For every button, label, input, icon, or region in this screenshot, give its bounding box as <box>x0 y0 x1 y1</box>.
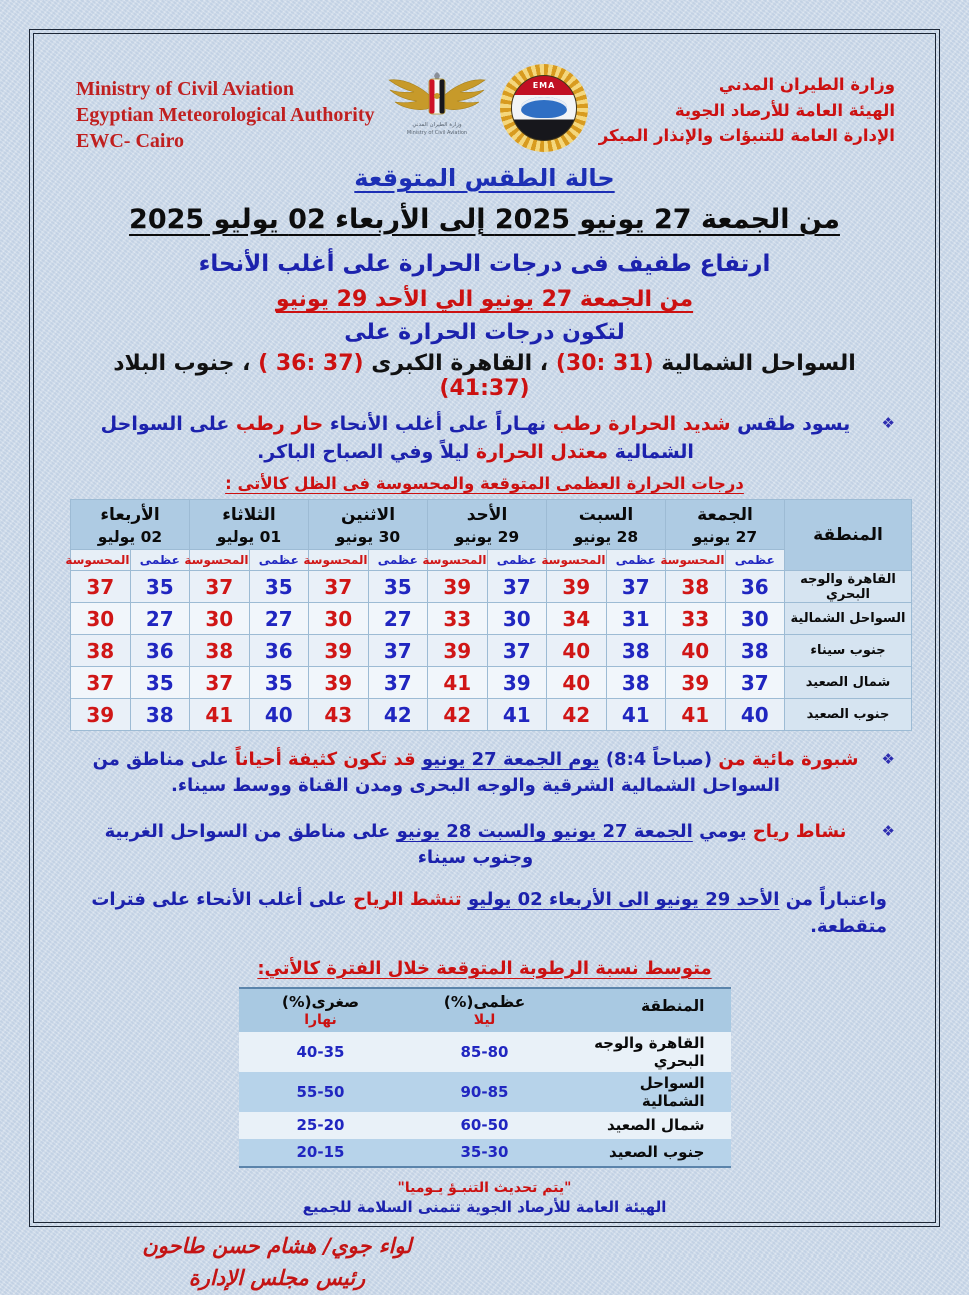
column-header-day <box>547 500 666 550</box>
temperature-row <box>71 699 912 731</box>
weather-description-paragraph <box>72 411 897 466</box>
column-header-day <box>666 500 785 550</box>
subheader-max: عظمى <box>130 550 190 571</box>
max-temp-cell: 37 <box>487 635 547 667</box>
max-temp-cell: 40 <box>249 699 309 731</box>
felt-temp-cell: 37 <box>71 571 131 603</box>
subheader-max: عظمى <box>368 550 428 571</box>
felt-temp-cell: 39 <box>428 635 488 667</box>
day-name: الأحد <box>466 505 508 526</box>
max-temp-cell: 27 <box>368 603 428 635</box>
max-temp-cell: 38 <box>606 667 666 699</box>
text-segment: واعتباراً من <box>779 889 887 911</box>
day-name: الاثنين <box>340 505 396 526</box>
day-date: 01 يوليو <box>216 528 282 547</box>
subheader-felt: المحسوسة <box>309 550 369 571</box>
felt-temp-cell: 42 <box>428 699 488 731</box>
max-temp-cell: 37 <box>487 571 547 603</box>
max-temp-cell: 41 <box>487 699 547 731</box>
region-cell: جنوب سيناء <box>785 635 912 667</box>
max-temp-cell: 37 <box>368 667 428 699</box>
humidity-max-cell: 35-30 <box>460 1143 509 1162</box>
max-temp-cell: 38 <box>130 699 190 731</box>
humidity-region-cell: السواحل الشمالية <box>639 1073 705 1110</box>
max-temp-cell: 37 <box>606 571 666 603</box>
humidity-row <box>239 1072 731 1112</box>
subheader-felt: المحسوسة <box>547 550 607 571</box>
weather-description-text <box>101 413 851 463</box>
felt-temp-cell: 39 <box>428 571 488 603</box>
felt-temp-cell: 34 <box>547 603 607 635</box>
civil-aviation-wings-logo-icon <box>385 68 489 146</box>
text-segment: تنشط الرياح <box>353 889 462 911</box>
max-temp-cell: 30 <box>725 603 785 635</box>
felt-temp-cell: 38 <box>190 635 250 667</box>
page-title: حالة الطقس المتوقعة <box>354 164 615 192</box>
humidity-row <box>239 1032 731 1072</box>
ema-emblem <box>511 75 577 141</box>
max-temp-cell: 35 <box>130 571 190 603</box>
text-segment: (30: 31) <box>555 351 654 376</box>
column-header-day <box>190 500 309 550</box>
humidity-header-region: المنطقة <box>567 988 731 1032</box>
day-name: الثلاثاء <box>222 505 276 526</box>
fog-paragraph <box>72 747 897 799</box>
wings-caption-en: Ministry of Civil Aviation <box>407 130 468 136</box>
day-name: السبت <box>578 505 634 526</box>
felt-temp-cell: 33 <box>666 603 726 635</box>
felt-temp-cell: 39 <box>309 667 369 699</box>
felt-temp-cell: 37 <box>309 571 369 603</box>
humidity-max-sublabel: ليلا <box>473 1011 496 1028</box>
felt-temp-cell: 41 <box>666 699 726 731</box>
temperature-row <box>71 667 912 699</box>
signature-role: رئيس مجلس الإدارة <box>188 1266 366 1291</box>
felt-temp-cell: 37 <box>71 667 131 699</box>
max-temp-cell: 27 <box>130 603 190 635</box>
regional-temps-line <box>70 351 899 401</box>
text-segment: يسود طقس <box>730 413 851 435</box>
text-segment: شديد الحرارة رطب <box>552 413 731 435</box>
region-cell: جنوب الصعيد <box>785 699 912 731</box>
humidity-region-cell: جنوب الصعيد <box>609 1143 705 1162</box>
day-date: 27 يونيو <box>692 528 758 547</box>
inner-border-frame <box>33 33 936 1291</box>
max-temp-cell: 38 <box>606 635 666 667</box>
max-temp-cell: 39 <box>487 667 547 699</box>
subheader-felt: المحسوسة <box>428 550 488 571</box>
felt-temp-cell: 30 <box>71 603 131 635</box>
subheader-max: عظمى <box>249 550 309 571</box>
felt-temp-cell: 37 <box>190 571 250 603</box>
header <box>70 56 899 154</box>
subheader-max: عظمى <box>487 550 547 571</box>
diamond-bullet-icon: ❖ <box>881 750 895 769</box>
max-temp-cell: 30 <box>487 603 547 635</box>
text-segment: قد تكون كثيفة أحياناً <box>235 749 416 771</box>
max-temp-cell: 35 <box>249 571 309 603</box>
max-temp-cell: 38 <box>725 635 785 667</box>
felt-temp-cell: 39 <box>547 571 607 603</box>
day-date: 29 يونيو <box>454 528 520 547</box>
ema-cloud-icon <box>521 97 567 117</box>
max-temp-cell: 35 <box>249 667 309 699</box>
text-segment: ليلاً وفي الصباح الباكر. <box>257 440 476 463</box>
diamond-bullet-icon: ❖ <box>881 414 895 432</box>
max-temp-cell: 40 <box>725 699 785 731</box>
forecast-date-range: من الجمعة 27 يونيو 2025 إلى الأربعاء 02 يوليو 2025 <box>129 204 840 235</box>
max-temp-cell: 37 <box>368 635 428 667</box>
felt-temp-cell: 40 <box>547 635 607 667</box>
humidity-max-cell: 90-85 <box>460 1082 509 1101</box>
text-segment: ، القاهرة الكبرى <box>363 351 556 376</box>
temperature-row <box>71 635 912 667</box>
arabic-line-authority: الهيئة العامة للأرصاد الجوية <box>674 100 895 120</box>
max-temp-cell: 42 <box>368 699 428 731</box>
humidity-min-cell: 20-15 <box>296 1143 345 1162</box>
humidity-heading: متوسط نسبة الرطوبة المتوقعة خلال الفترة كالأتي: <box>257 957 712 979</box>
felt-temp-cell: 41 <box>428 667 488 699</box>
text-segment: على مناطق من السواحل الشمالية الشرقية والوجه البحرى ومدن القناة ووسط سيناء. <box>92 749 780 797</box>
ema-acronym: EMA <box>532 81 556 90</box>
text-segment: (41:37) <box>439 376 530 401</box>
text-segment: شبورة مائية من <box>712 749 859 771</box>
humidity-min-sublabel: نهارا <box>304 1011 337 1028</box>
felt-temp-cell: 41 <box>190 699 250 731</box>
humidity-min-cell: 25-20 <box>296 1116 345 1135</box>
wind-continuation-paragraph <box>72 887 897 939</box>
felt-temp-cell: 40 <box>547 667 607 699</box>
day-name: الأربعاء <box>100 505 160 526</box>
humidity-row <box>239 1139 731 1167</box>
felt-temp-cell: 37 <box>190 667 250 699</box>
felt-temp-cell: 38 <box>71 635 131 667</box>
page-content <box>40 40 929 1291</box>
region-cell: السواحل الشمالية <box>785 603 912 635</box>
text-segment: على أغلب الأنحاء على فترات متقطعة. <box>91 889 887 937</box>
humidity-min-label: صغرى(%) <box>281 992 360 1011</box>
column-header-day <box>71 500 190 550</box>
humidity-min-cell: 55-50 <box>296 1082 345 1101</box>
text-segment: معتدل الحرارة <box>475 440 609 463</box>
humidity-header-max <box>403 988 567 1032</box>
day-date: 02 يوليو <box>97 528 163 547</box>
felt-temp-cell: 39 <box>666 667 726 699</box>
text-segment: يومي <box>692 821 753 843</box>
day-name: الجمعة <box>697 505 753 526</box>
subheader-felt: المحسوسة <box>666 550 726 571</box>
humidity-max-label: عظمى(%) <box>443 992 526 1011</box>
felt-temp-cell: 33 <box>428 603 488 635</box>
felt-temp-cell: 40 <box>666 635 726 667</box>
text-segment: نهـاراً على أغلب الأنحاء <box>323 413 553 435</box>
felt-temp-cell: 42 <box>547 699 607 731</box>
felt-temp-cell: 30 <box>309 603 369 635</box>
max-temp-cell: 37 <box>725 667 785 699</box>
max-temp-cell: 27 <box>249 603 309 635</box>
english-letterhead <box>76 76 375 154</box>
temperature-row <box>71 571 912 603</box>
text-segment: يوم الجمعة 27 يونيو <box>421 749 600 771</box>
felt-temp-cell: 39 <box>71 699 131 731</box>
max-temp-cell: 35 <box>368 571 428 603</box>
region-cell: شمال الصعيد <box>785 667 912 699</box>
subheader-felt: المحسوسة <box>190 550 250 571</box>
felt-temp-cell: 43 <box>309 699 369 731</box>
arabic-line-ministry: وزارة الطيران المدني <box>718 75 895 94</box>
text-segment: على السواحل الشمالية <box>100 413 694 463</box>
text-segment: الجمعة 27 يونيو والسبت 28 يونيو <box>396 821 693 843</box>
ema-sun-logo-icon <box>500 64 588 152</box>
max-temp-cell: 41 <box>606 699 666 731</box>
temps-intro: لتكون درجات الحرارة على <box>344 320 625 345</box>
subheader-max: عظمى <box>606 550 666 571</box>
text-segment: نشاط رياح <box>752 821 847 843</box>
wings-caption-ar: وزارة الطيران المدني <box>412 122 462 128</box>
max-temp-cell: 36 <box>130 635 190 667</box>
text-segment: السواحل الشمالية <box>653 351 856 376</box>
humidity-max-cell: 85-80 <box>460 1042 509 1061</box>
humidity-region-cell: القاهرة والوجه البحري <box>594 1033 705 1070</box>
text-segment: الأحد 29 يونيو الى الأربعاء 02 يوليو <box>467 889 780 911</box>
fog-text <box>93 749 859 796</box>
subheader-felt: المحسوسة <box>71 550 131 571</box>
felt-temp-cell: 39 <box>309 635 369 667</box>
text-segment: على مناطق من السواحل الغربية وجنوب سيناء <box>104 821 534 869</box>
column-header-region: المنطقة <box>785 500 912 571</box>
diamond-bullet-icon: ❖ <box>881 822 895 841</box>
humidity-table <box>239 987 731 1168</box>
temperature-table <box>65 499 912 731</box>
column-header-day <box>309 500 428 550</box>
day-date: 30 يونيو <box>335 528 401 547</box>
temperature-table-heading: درجات الحرارة العظمى المتوقعة والمحسوسة فى الظل كالأتى : <box>225 474 744 494</box>
max-temp-cell: 36 <box>249 635 309 667</box>
text-segment: حار رطب <box>235 413 324 435</box>
day-date: 28 يونيو <box>573 528 639 547</box>
wind-text <box>105 821 847 868</box>
signature-name: لواء جوي/ هشام حسن طاحون <box>142 1233 412 1258</box>
english-line-authority: Egyptian Meteorological Authority <box>76 104 375 126</box>
authority-wish: الهيئة العامة للأرصاد الجوية تتمنى السلامة للجميع <box>302 1197 667 1216</box>
outer-border-frame <box>29 29 940 1291</box>
temperature-row <box>71 603 912 635</box>
text-segment: ( 36: 37) <box>258 351 364 376</box>
region-cell: القاهرة والوجه البحري <box>785 571 912 603</box>
subheader-max: عظمى <box>725 550 785 571</box>
signature-block <box>122 1230 432 1295</box>
humidity-min-cell: 40-35 <box>296 1042 345 1061</box>
felt-temp-cell: 30 <box>190 603 250 635</box>
sub-period: من الجمعة 27 يونيو الي الأحد 29 يونيو <box>275 287 694 312</box>
max-temp-cell: 36 <box>725 571 785 603</box>
humidity-header-min <box>239 988 403 1032</box>
humidity-max-cell: 60-50 <box>460 1116 509 1135</box>
update-note: "يتم تحديث التنبـؤ يـوميا" <box>397 1179 572 1196</box>
max-temp-cell: 35 <box>130 667 190 699</box>
arabic-letterhead <box>599 72 895 149</box>
column-header-day <box>428 500 547 550</box>
humidity-row <box>239 1112 731 1139</box>
english-line-ewc: EWC- Cairo <box>76 130 184 152</box>
arabic-line-department: الإدارة العامة للتنبؤات والإنذار المبكر <box>598 126 895 146</box>
max-temp-cell: 31 <box>606 603 666 635</box>
english-line-ministry: Ministry of Civil Aviation <box>76 78 294 100</box>
headline: ارتفاع طفيف فى درجات الحرارة على أغلب الأنحاء <box>198 251 771 277</box>
felt-temp-cell: 38 <box>666 571 726 603</box>
text-segment: (8:4 صباحاً) <box>605 749 713 771</box>
humidity-region-cell: شمال الصعيد <box>607 1116 705 1135</box>
wind-paragraph <box>72 819 897 871</box>
text-segment: ، جنوب البلاد <box>113 351 259 376</box>
